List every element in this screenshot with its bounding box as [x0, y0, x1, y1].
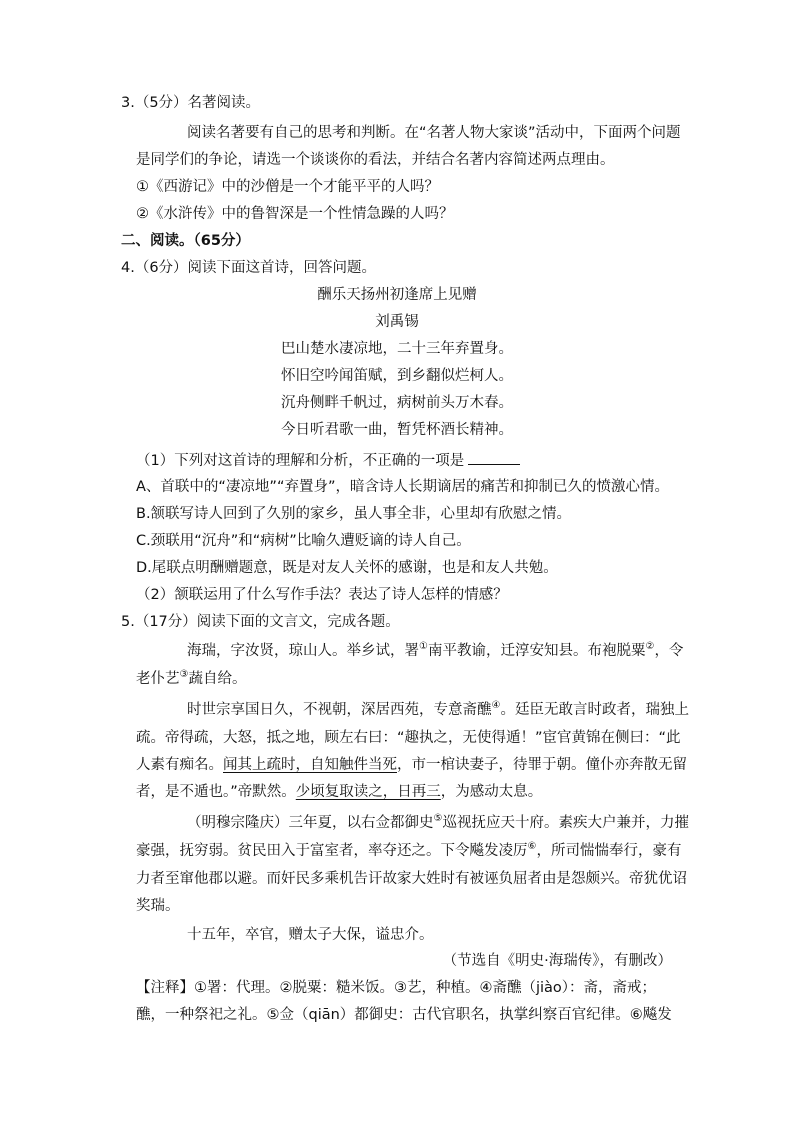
q3-option-2: ②《水浒传》中的鲁智深是一个性情急躁的人吗？	[136, 206, 454, 222]
q4-option-a: A、首联中的“凄凉地”“弃置身”，暗含诗人长期谪居的痛苦和抑制已久的愤激心情。	[136, 479, 669, 495]
section-heading-reading: 二、阅读。（65分）	[121, 233, 250, 249]
q3-paragraph-line1: 阅读名著要有自己的思考和判断。在“名著人物大家谈”活动中，下面两个问题	[187, 125, 681, 141]
text: ，令	[654, 643, 684, 659]
passage-p2-line1	[187, 700, 689, 720]
text: 。廷臣无敢言时政者，瑞独上	[500, 702, 689, 718]
text: （明穆宗隆庆）三年夏，以右佥都御史	[187, 815, 434, 831]
passage-p2-line2: 疏。帝得疏，大怒，抵之地，顾左右曰：“趣执之，无使得遁！”宦官黄锦在侧曰：“此	[136, 730, 681, 746]
text: ，市一棺诀妻子，待罪于朝。僮仆亦奔散无留	[397, 757, 687, 773]
passage-p3-line4: 奖瑞。	[136, 898, 180, 914]
text: 老仆艺	[136, 671, 180, 687]
text: 海瑞，字汝贤，琼山人。举乡试，署	[187, 643, 419, 659]
text: 南平教谕，迁淳安知县。布袍脱粟	[427, 643, 646, 659]
q4-sub2: （2）颔联运用了什么写作手法？表达了诗人怎样的情感？	[136, 587, 508, 603]
q4-option-d: D.尾联点明酬赠题意，既是对友人关怀的感谢，也是和友人共勉。	[136, 560, 558, 576]
poem-title: 酬乐天扬州初逢席上见赠	[317, 287, 477, 303]
poem-line: 怀旧空吟闻笛赋，到乡翻似烂柯人。	[281, 368, 513, 384]
q4-heading: 4.（6分）阅读下面这首诗，回答问题。	[121, 260, 377, 276]
text: 时世宗享国日久，不视朝，深居西苑，专意斋醮	[187, 702, 492, 718]
passage-p1-line1	[187, 641, 683, 661]
poem-author: 刘禹锡	[375, 314, 419, 330]
q4-option-c: C.颈联用“沉舟”和“病树”比喻久遭贬谪的诗人自己。	[136, 533, 471, 549]
poem-line: 沉舟侧畔千帆过，病树前头万木春。	[281, 395, 513, 411]
text: 巡视抚应天十府。素疾大户兼并，力摧	[442, 815, 689, 831]
q3-paragraph-line2: 是同学们的争论，请选一个谈谈你的看法，并结合名著内容简述两点理由。	[136, 152, 615, 168]
footnote-marker: ⑥	[527, 841, 537, 853]
passage-p4: 十五年，卒官，赠太子大保，谥忠介。	[187, 927, 434, 943]
passage-p3-line2	[136, 841, 681, 861]
footnote-marker: ④	[491, 700, 501, 712]
footnote-marker: ②	[645, 641, 655, 653]
q3-heading: 3.（5分）名著阅读。	[121, 95, 261, 111]
text: ，为感动太息。	[440, 784, 543, 800]
notes-line1: 【注释】①署：代理。②脱粟：糙米饭。③艺，种植。④斋醮（jiào）：斋，斋戒；	[136, 980, 657, 996]
underlined-sentence-2: 少顷复取读之，日再三	[295, 784, 441, 800]
q3-option-1: ①《西游记》中的沙僧是一个才能平平的人吗？	[136, 179, 439, 195]
text: 豪强，抚穷弱。贫民田入于富室者，率夺还之。下令飚发凌厉	[136, 843, 528, 859]
passage-source: （节选自《明史·海瑞传》，有删改）	[442, 953, 672, 969]
footnote-marker: ⑤	[433, 813, 443, 825]
q4-option-b: B.颔联写诗人回到了久别的家乡，虽人事全非，心里却有欣慰之情。	[136, 506, 572, 522]
notes-line2: 醮，一种祭祀之礼。⑤佥（qiān）都御史：古代官职名，执掌纠察百官纪律。⑥飚发	[136, 1007, 672, 1023]
underlined-sentence-1: 闻其上疏时，自知触件当死	[223, 757, 397, 773]
answer-blank	[468, 450, 520, 465]
text: ，所司惴惴奉行，豪有	[536, 843, 682, 859]
q4-sub1-text: （1）下列对这首诗的理解和分析，不正确的一项是	[136, 453, 465, 469]
text: 蔬自给。	[188, 671, 247, 687]
passage-p3-line3: 力者至窜他郡以避。而奸民多乘机告讦故家大姓时有被诬负屈者由是怨颇兴。帝犹优诏	[136, 871, 687, 887]
q5-heading: 5.（17分）阅读下面的文言文，完成各题。	[121, 614, 400, 630]
poem-line: 今日听君歌一曲，暂凭杯酒长精神。	[281, 422, 513, 438]
passage-p1-line2	[136, 669, 246, 689]
passage-p2-line3	[136, 755, 687, 775]
passage-p2-line4	[136, 782, 542, 802]
text: 人素有痴名。	[136, 757, 223, 773]
q4-sub1	[136, 450, 520, 471]
passage-p3-line1	[187, 813, 689, 833]
footnote-marker: ①	[419, 641, 428, 653]
poem-line: 巴山楚水凄凉地，二十三年弃置身。	[281, 341, 513, 357]
text: 者，是不遁也。”帝默然。	[136, 784, 296, 800]
footnote-marker: ③	[179, 669, 189, 681]
